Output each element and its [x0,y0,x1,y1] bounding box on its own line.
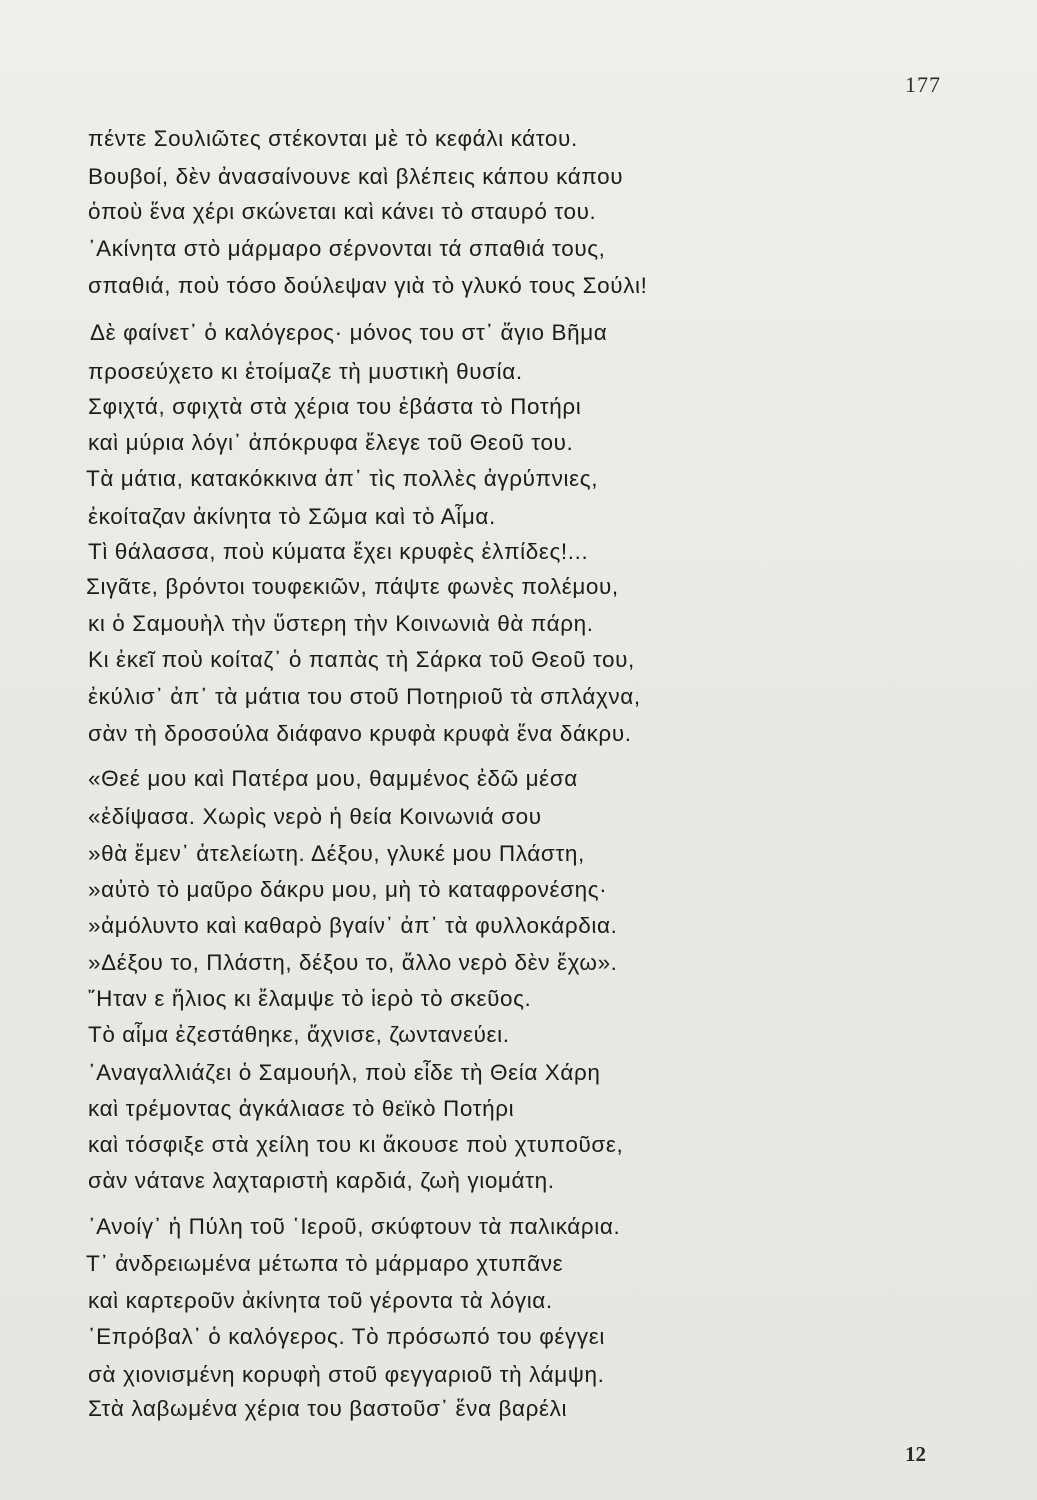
poem-line: ἐκύλισ᾽ ἀπ᾽ τὰ μάτια του στοῦ Ποτηριοῦ τὰ σπλάχνα, [88,684,641,709]
poem-line: ᾽Αναγαλλιάζει ὁ Σαμουήλ, ποὺ εἶδε τὴ Θεία Χάρη [88,1060,601,1085]
poem-line: καὶ τρέμοντας ἀγκάλιασε τὸ θεϊκὸ Ποτήρι [88,1096,515,1121]
poem-line: ῾Επρόβαλ᾽ ὁ καλόγερος. Τὸ πρόσωπό του φέγγει [88,1324,605,1349]
poem-line: Τ᾽ ἀνδρειωμένα μέτωπα τὸ μάρμαρο χτυπᾶνε [86,1251,564,1276]
poem-line: ἐκοίταζαν ἀκίνητα τὸ Σῶμα καὶ τὸ Αἷμα. [88,504,496,529]
poem-line: Σιγᾶτε, βρόντοι τουφεκιῶν, πάψτε φωνὲς πολέμου, [86,574,619,599]
poem-line: ᾽Ακίνητα στὸ μάρμαρο σέρνονται τά σπαθιά τους, [88,236,606,261]
poem-line: Τὰ μάτια, κατακόκκινα ἀπ᾽ τὶς πολλὲς ἀγρύπνιες, [86,466,599,491]
poem-line: Κι ἐκεῖ ποὺ κοίταζ᾽ ὁ παπὰς τὴ Σάρκα τοῦ Θεοῦ του, [88,647,635,672]
poem-line: ὁποὺ ἕνα χέρι σκώνεται καὶ κάνει τὸ σταυρό του. [88,199,597,224]
poem-line: πέντε Σουλιῶτες στέκονται μὲ τὸ κεφάλι κάτου. [88,126,578,151]
poem-line: »θὰ ἔμεν᾽ ἀτελείωτη. Δέξου, γλυκέ μου Πλάστη, [88,841,585,866]
poem-line: »Δέξου το, Πλάστη, δέξου το, ἄλλο νερὸ δὲν ἔχω». [88,950,618,975]
poem-line: «ἐδίψασα. Χωρὶς νερὸ ἡ θεία Κοινωνιά σου [88,804,542,829]
poem-line: Τὸ αἷμα ἐζεστάθηκε, ἄχνισε, ζωντανεύει. [88,1022,510,1047]
poem-line: ῎Ηταν ε ἥλιος κι ἔλαμψε τὸ ἱερὸ τὸ σκεῦος. [88,986,532,1011]
poem-line: σὰ χιονισμένη κορυφὴ στοῦ φεγγαριοῦ τὴ λάμψη. [88,1362,605,1387]
poem-line: Βουβοί, δὲν ἀνασαίνουνε καὶ βλέπεις κάπου κάπου [88,164,624,189]
signature-mark: 12 [905,1442,926,1466]
poem-line: »ἀμόλυντο καὶ καθαρὸ βγαίν᾽ ἀπ᾽ τὰ φυλλοκάρδια. [88,913,618,938]
poem-line: καὶ μύρια λόγι᾽ ἀπόκρυφα ἔλεγε τοῦ Θεοῦ του. [88,430,574,455]
poem-line: Τὶ θάλασσα, ποὺ κύματα ἔχει κρυφὲς ἐλπίδες!... [88,539,589,564]
poem-line: Δὲ φαίνετ᾽ ὁ καλόγερος· μόνος του στ᾽ ἅγιο Βῆμα [90,320,608,345]
poem-line: «Θεέ μου καὶ Πατέρα μου, θαμμένος ἐδῶ μέσα [88,766,578,791]
poem-line: Στὰ λαβωμένα χέρια του βαστοῦσ᾽ ἕνα βαρέλι [88,1396,568,1421]
poem-line: σὰν νάτανε λαχταριστὴ καρδιά, ζωὴ γιομάτη. [88,1168,555,1193]
poem-line: σπαθιά, ποὺ τόσο δούλεψαν γιὰ τὸ γλυκό τους Σούλι! [88,273,648,298]
poem-line: Σφιχτά, σφιχτὰ στὰ χέρια του ἐβάστα τὸ Ποτήρι [88,394,582,419]
poem-line: καὶ καρτεροῦν ἀκίνητα τοῦ γέροντα τὰ λόγια. [88,1288,553,1313]
poem-line: καὶ τόσφιξε στὰ χείλη του κι ἄκουσε ποὺ χτυποῦσε, [88,1132,624,1157]
poem-line: ᾽Ανοίγ᾽ ἡ Πύλη τοῦ ῾Ιεροῦ, σκύφτουν τὰ παλικάρια. [88,1214,621,1239]
page-number: 177 [905,72,941,97]
poem-line: κι ὁ Σαμουὴλ τὴν ὕστερη τὴν Κοινωνιὰ θὰ πάρη. [88,611,594,636]
poem-line: προσεύχετο κι ἑτοίμαζε τὴ μυστικὴ θυσία. [88,359,523,384]
poem-line: σὰν τὴ δροσούλα διάφανο κρυφὰ κρυφὰ ἕνα δάκρυ. [88,721,632,746]
poem-line: »αὐτὸ τὸ μαῦρο δάκρυ μου, μὴ τὸ καταφρονέσης· [88,877,608,902]
